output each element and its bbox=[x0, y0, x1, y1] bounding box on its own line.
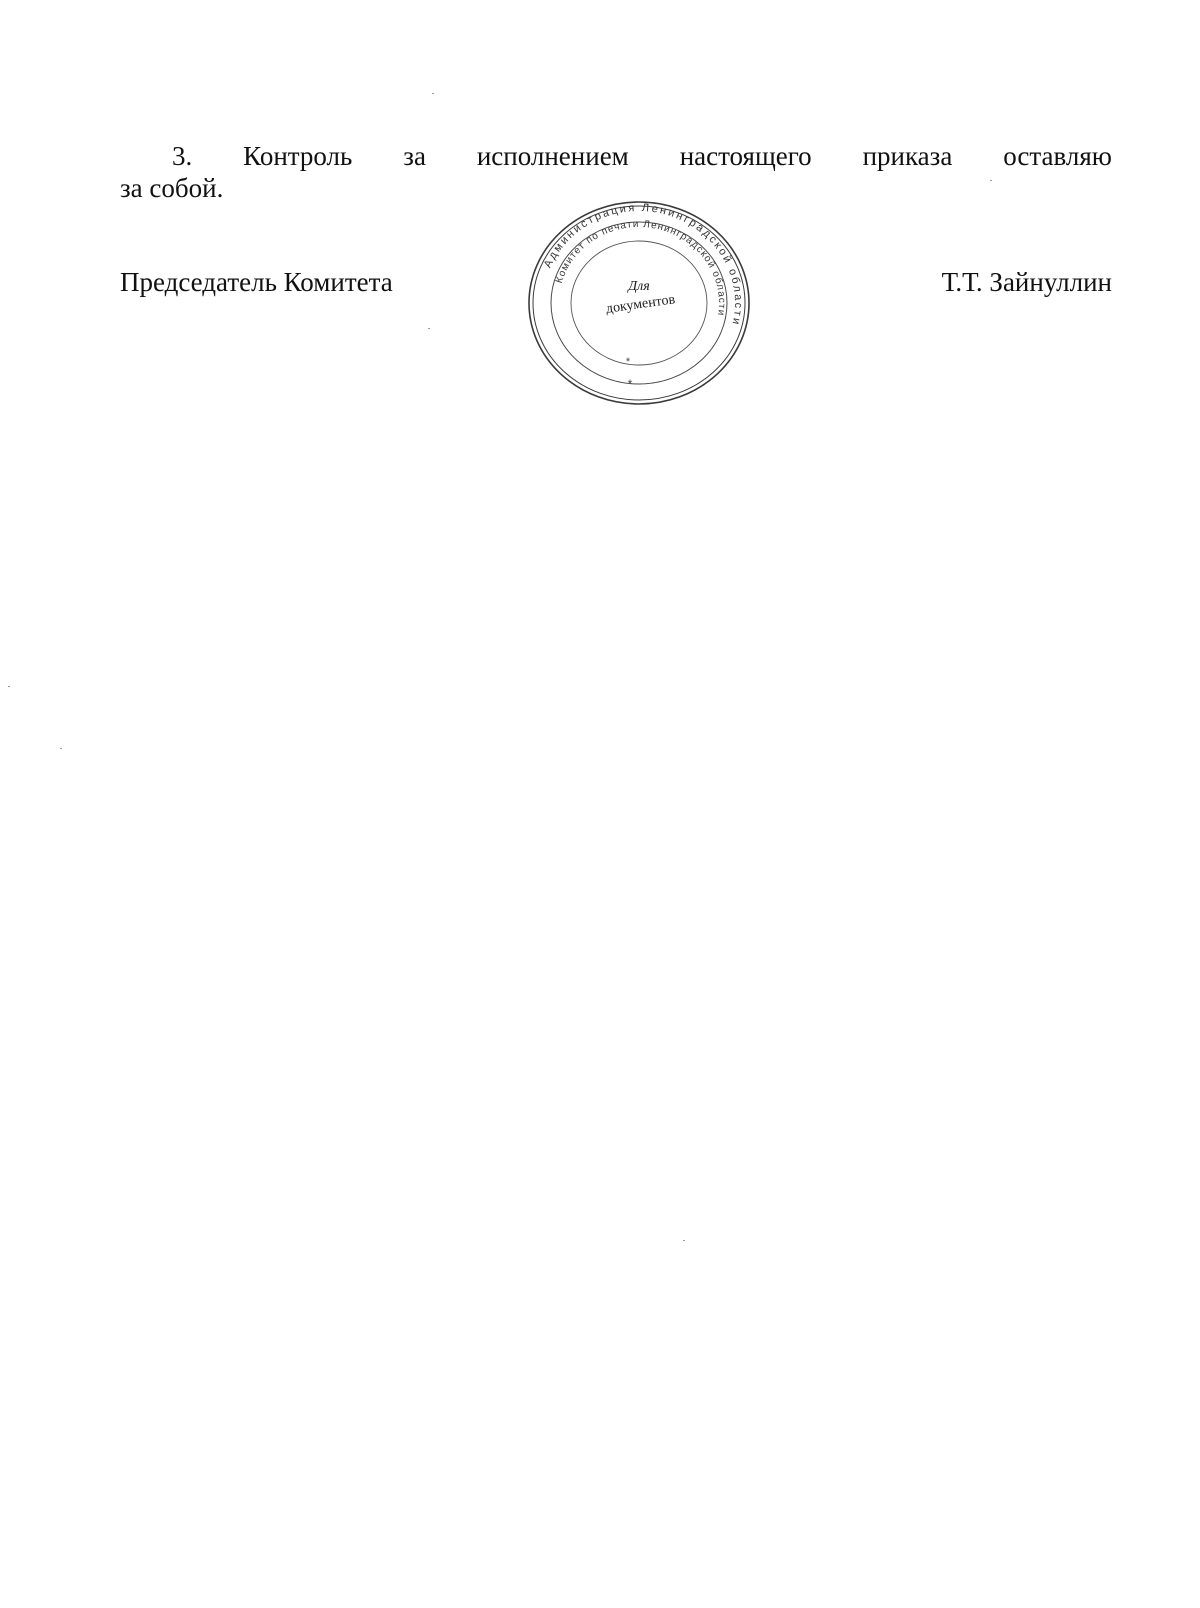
seal-star-outer: * bbox=[627, 377, 633, 391]
paragraph-3 bbox=[120, 140, 1112, 204]
paragraph-line-1 bbox=[120, 140, 1112, 172]
paragraph-line-2: за собой. bbox=[120, 173, 224, 203]
paragraph-word: Контроль bbox=[243, 141, 353, 171]
seal-center-line-2: документов bbox=[604, 292, 677, 317]
paragraph-word: настоящего bbox=[679, 141, 812, 171]
scan-speck bbox=[683, 1240, 685, 1241]
paragraph-number: 3. bbox=[172, 141, 193, 171]
scan-speck bbox=[428, 328, 430, 329]
scan-speck bbox=[60, 748, 62, 749]
signer-name: Т.Т. Зайнуллин bbox=[941, 267, 1112, 297]
scan-speck bbox=[990, 180, 992, 181]
seal-inner-text: Комитет по печати Ленинградской области bbox=[553, 218, 728, 317]
scan-speck bbox=[8, 686, 10, 687]
official-seal bbox=[524, 198, 754, 408]
seal-star-inner: * bbox=[625, 356, 631, 368]
signer-role: Председатель Комитета bbox=[120, 267, 393, 297]
paragraph-word: оставляю bbox=[1003, 141, 1112, 171]
paragraph-word: за bbox=[403, 141, 426, 171]
paragraph-word: исполнением bbox=[476, 141, 629, 171]
scan-speck bbox=[432, 93, 434, 94]
seal-outer-text: Администрация Ленинградской области bbox=[541, 201, 745, 328]
seal-center-line-1: Для bbox=[628, 279, 650, 294]
paragraph-word: приказа bbox=[862, 141, 953, 171]
